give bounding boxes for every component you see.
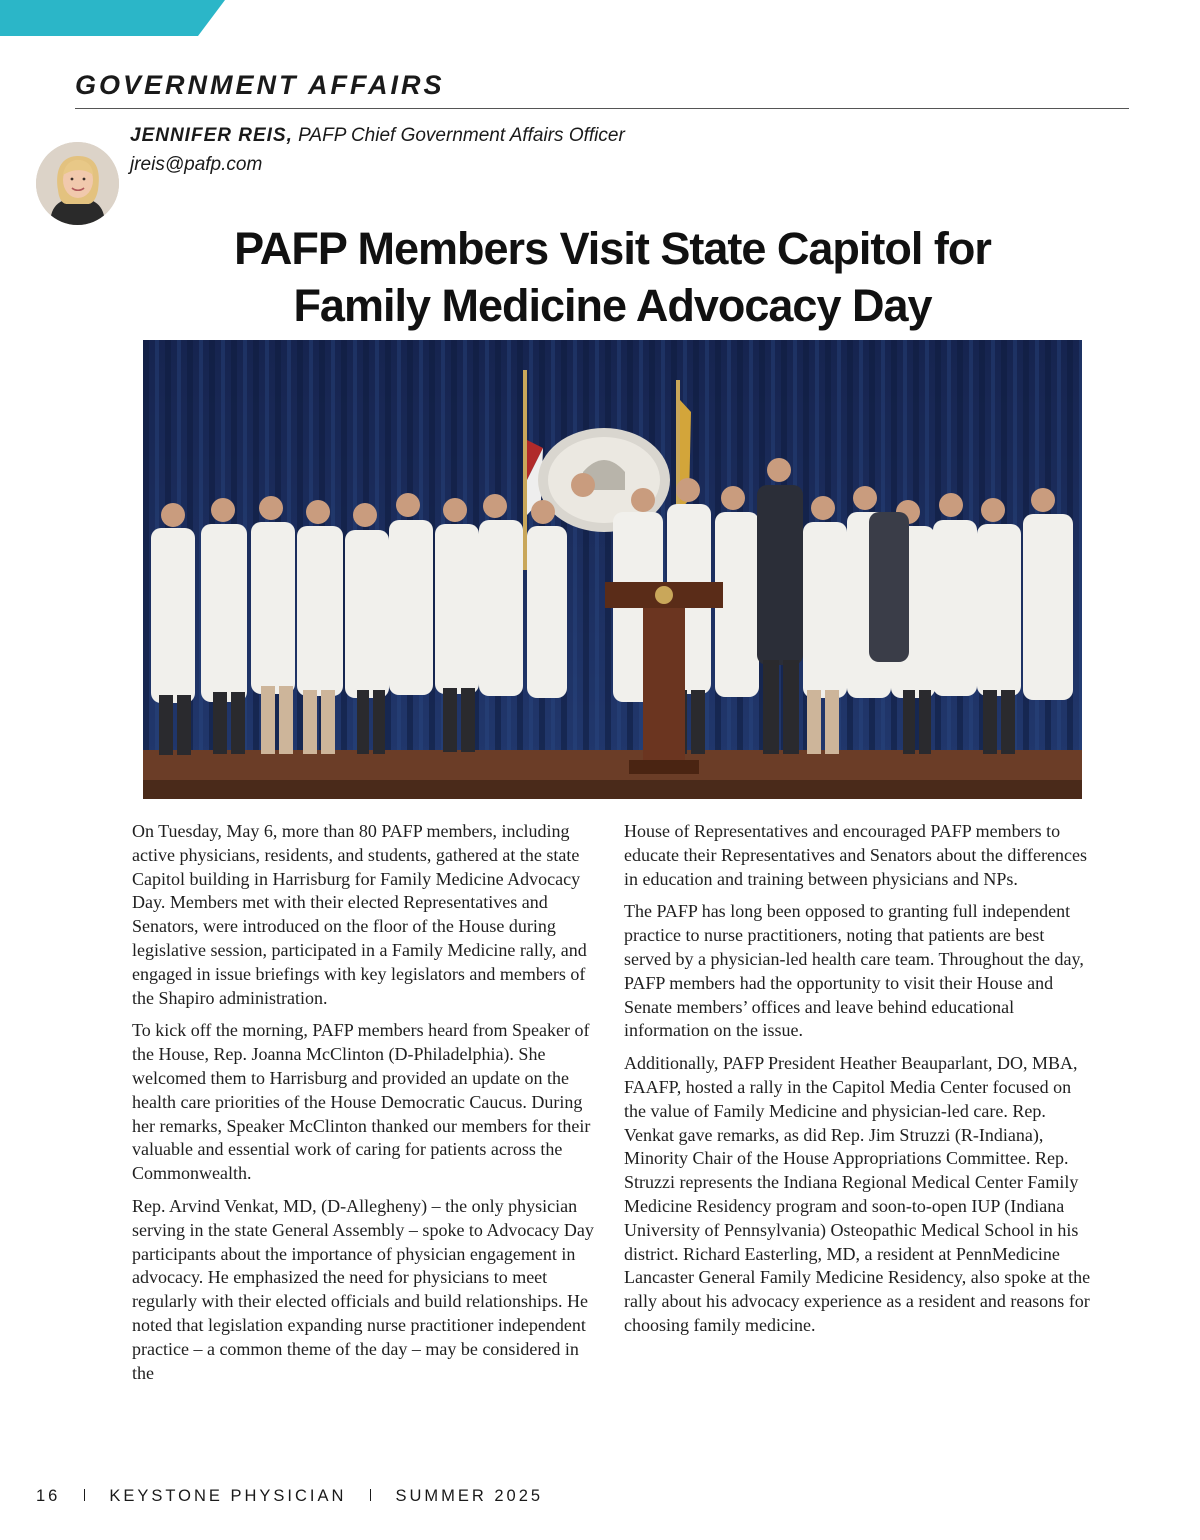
body-paragraph: Additionally, PAFP President Heather Beauparlant, DO, MBA, FAAFP, hosted a rally in the Capitol Media Center focused on the value of Family Medicine and physician-led care. Rep. Venkat gave remarks, as did Rep. Jim Struzzi (R-Indiana), Minority Chair of the House Appropriations Committee. Rep. Struzzi represents the Indiana Regional Medical Center Family Medicine Residency program and soon-to-open IUP (Indiana University of Pennsylvania) Osteopathic Medical School in his district. Richard Easterling, MD, a resident at PennMedicine Lancaster General Family Medicine Residency, also spoke at the rally about his advocacy experience as a resident and reasons for choosing family medicine. [624,1053,1091,1335]
section-divider [75,108,1129,109]
body-column-right [624,820,1094,1347]
body-paragraph: The PAFP has long been opposed to granting full independent practice to nurse practitioners, noting that patients are best served by a physician-led health care team. Throughout the day, PAFP members had the opportunity to visit their House and Senate members’ offices and leave behind educational information on the issue. [624,901,1084,1041]
body-paragraph: To kick off the morning, PAFP members heard from Speaker of the House, Rep. Joanna McClinton (D-Philadelphia). She welcomed them to Harrisburg and provided an update on the health care priorities of the House Democratic Caucus. During her remarks, Speaker McClinton thanked our members for their valuable and essential work of caring for patients across the Commonwealth. [132,1020,591,1184]
author-title: PAFP Chief Government Affairs Officer [298,125,625,146]
footer-separator [370,1489,371,1501]
publication-name: KEYSTONE PHYSICIAN [109,1487,347,1505]
footer-separator [84,1489,85,1501]
body-paragraph: House of Representatives and encouraged PAFP members to educate their Representatives and Senators about the differences in education and training between physicians and NPs. [624,821,1087,889]
headline-line-1: PAFP Members Visit State Capitol for [234,223,991,274]
body-paragraph: Rep. Arvind Venkat, MD, (D-Allegheny) – the only physician serving in the state General Assembly – spoke to Advocacy Day participants about the importance of physician engagement in advocacy. He emphasized the need for physicians to meet regularly with their elected officials and build relationships. He noted that legislation expanding nurse practitioner independent practice – a common theme of the day – may be considered in the [132,1195,594,1383]
issue-date: SUMMER 2025 [395,1487,544,1505]
author-byline [130,121,625,179]
author-portrait-icon [36,142,119,225]
author-email[interactable]: jreis@pafp.com [130,154,263,175]
body-column-left [132,820,602,1394]
advocacy-day-group-photo [143,340,1082,799]
group-photo [143,340,1082,799]
page-footer [36,1487,543,1506]
author-name: JENNIFER REIS, [130,125,293,146]
corner-accent-tab [0,0,225,36]
headline-line-2: Family Medicine Advocacy Day [293,280,932,331]
section-label: GOVERNMENT AFFAIRS [75,70,445,100]
article-headline [100,220,1125,334]
author-avatar [36,142,119,225]
page-number: 16 [36,1487,61,1505]
body-paragraph: On Tuesday, May 6, more than 80 PAFP members, including active physicians, residents, and students, gathered at the state Capitol building in Harrisburg for Family Medicine Advocacy Day. Members met with their elected Representatives and Senators, were introduced on the floor of the House during legislative session, participated in a Family Medicine rally, and engaged in issue briefings with key legislators and members of the Shapiro administration. [132,821,587,1008]
